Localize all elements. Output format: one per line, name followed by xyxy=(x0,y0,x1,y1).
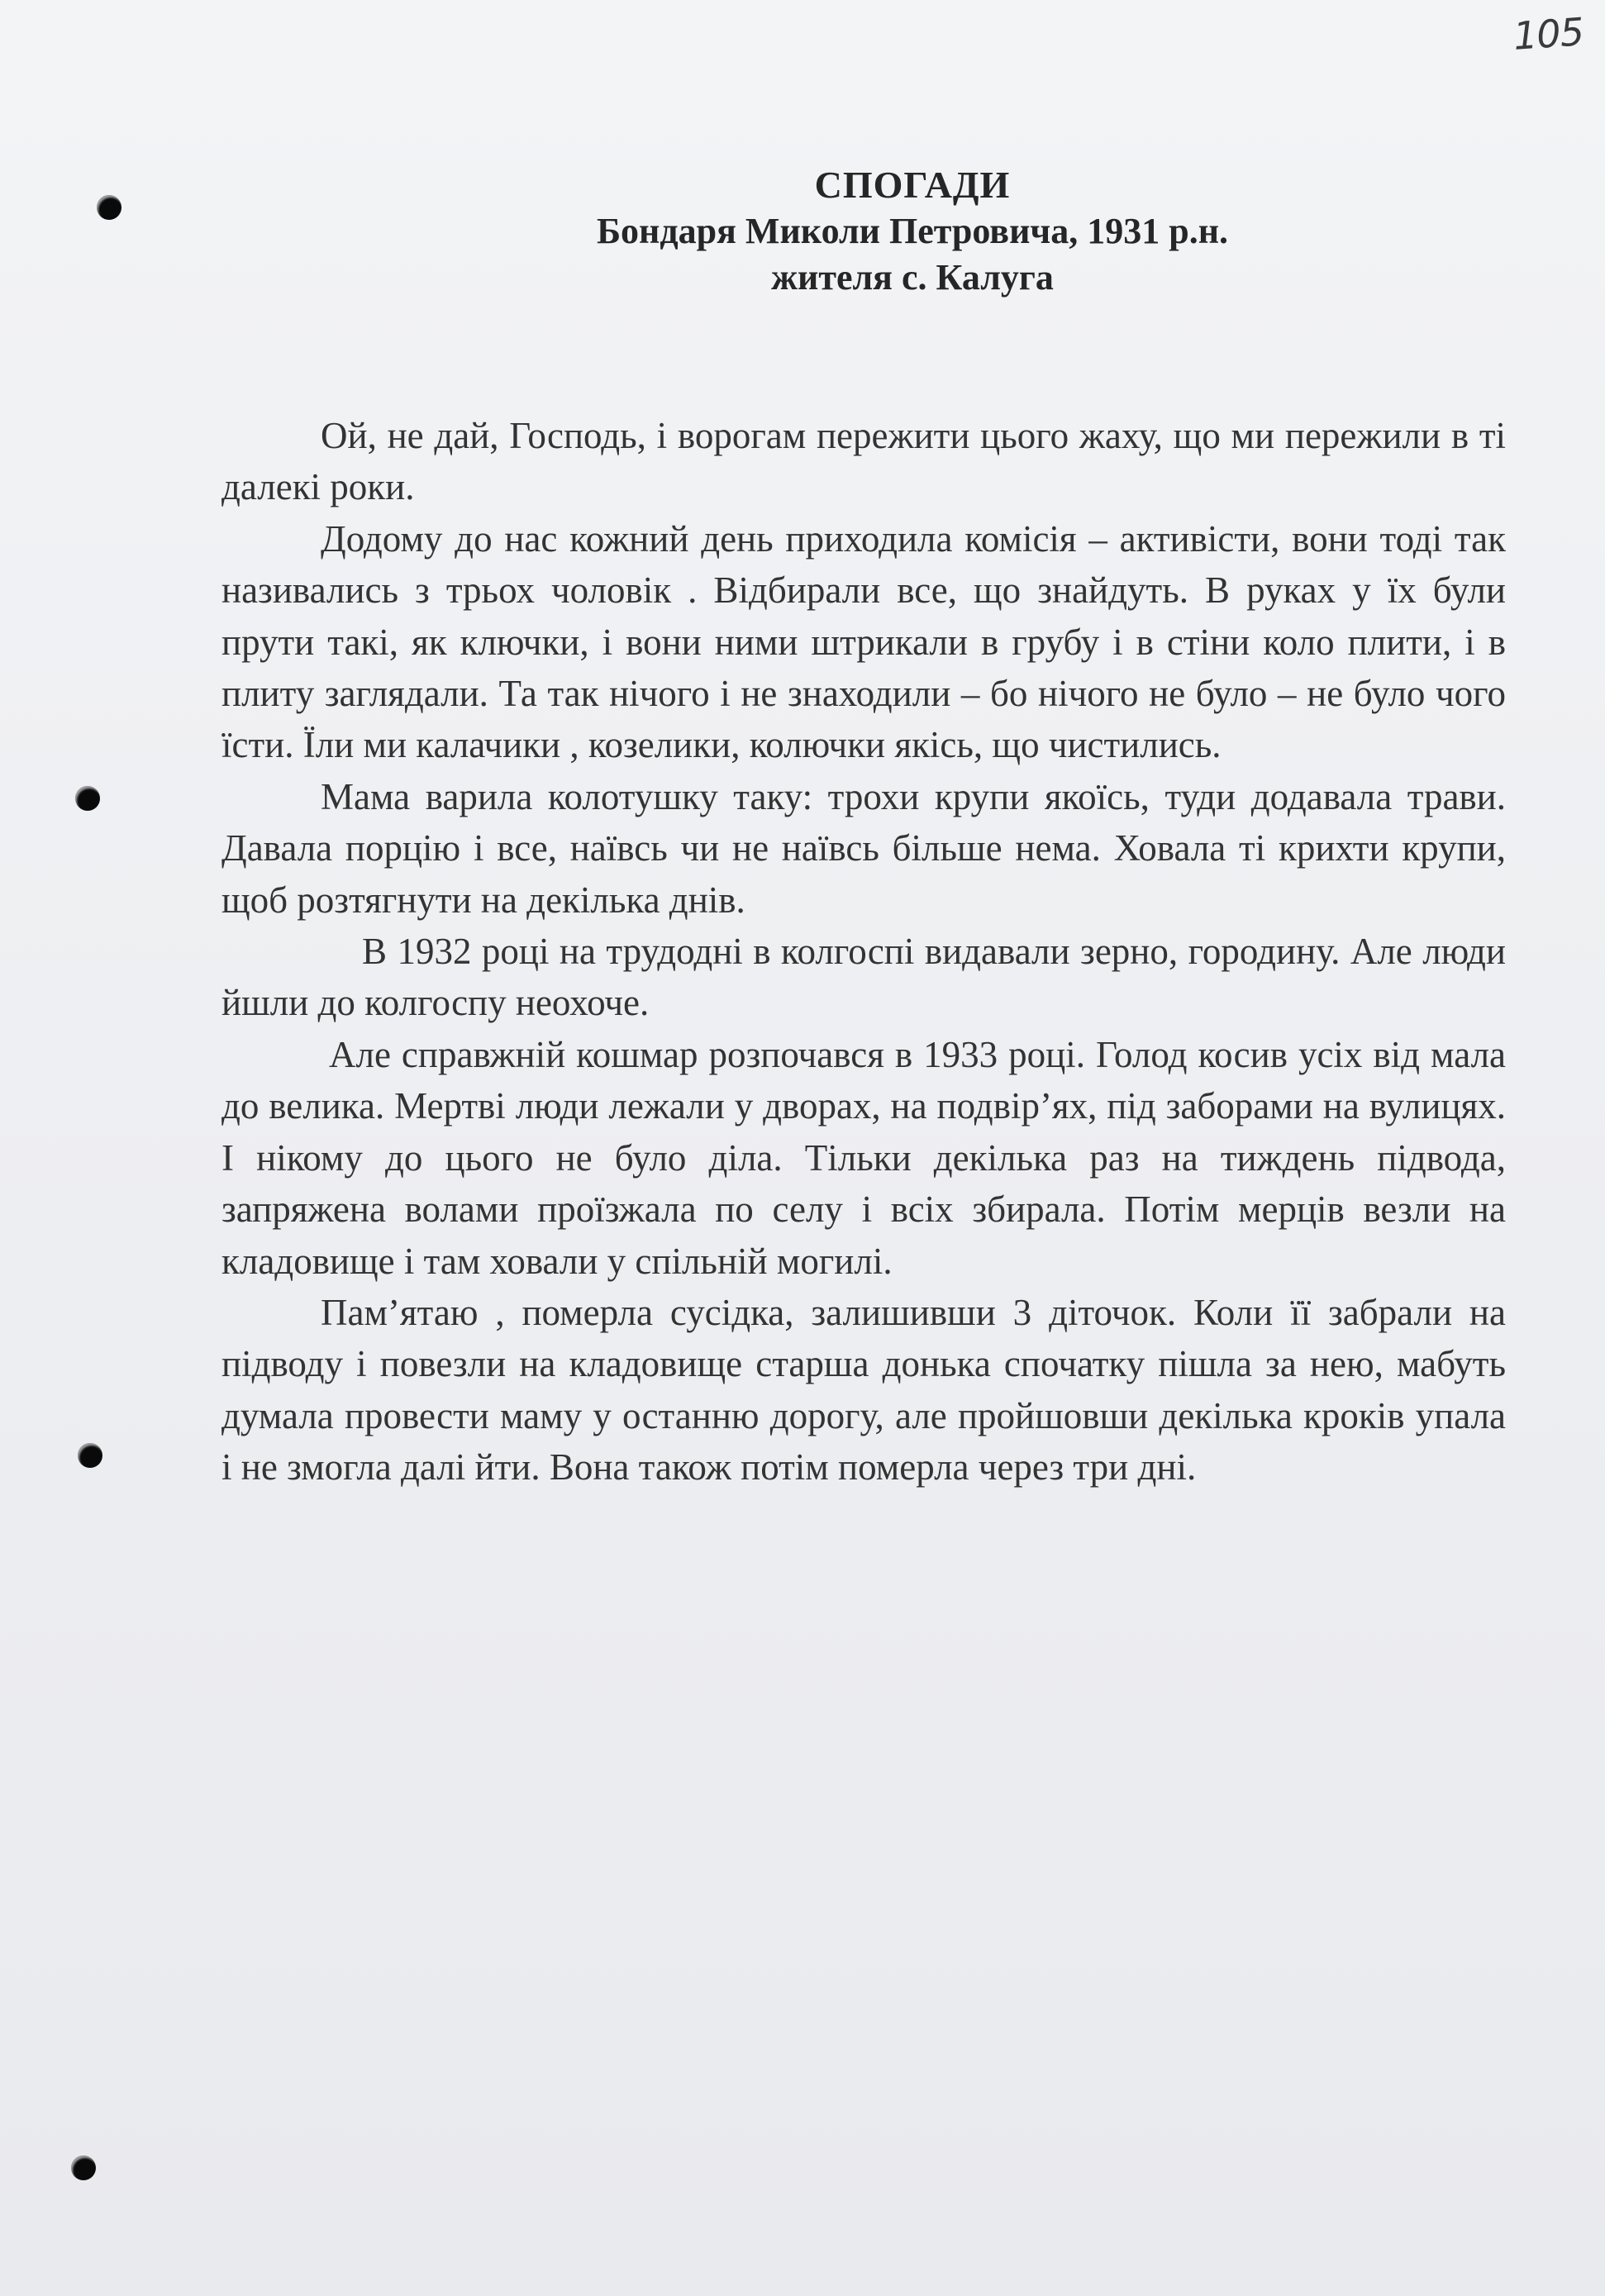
page-number: 105 xyxy=(1512,9,1585,59)
author-line: Бондаря Миколи Петровича, 1931 р.н. xyxy=(596,211,1229,251)
punch-hole xyxy=(71,2155,96,2180)
punch-hole xyxy=(75,786,100,811)
document-title: СПОГАДИ xyxy=(814,164,1011,206)
punch-hole xyxy=(97,195,121,220)
paragraph: Пам’ятаю , померла сусідка, залишивши 3 діточок. Коли її забрали на підводу і повезли на кладовище старша донька спочатку пішла за нею, мабуть думала провести маму у останню дорогу, але пройшовши декілька кроків упала і не змогла далі йти. Вона також потім померла через три дні. xyxy=(221,1291,1506,1489)
document-header xyxy=(413,162,1412,301)
memoir-body xyxy=(221,410,1506,1493)
paragraph: Ой, не дай, Господь, і ворогам пережити цього жаху, що ми пережили в ті далекі роки. xyxy=(221,415,1506,508)
paragraph: Додому до нас кожний день приходила комісія – активісти, вони тоді так називались з трьох чоловік . Відбирали все, що знайдуть. В руках у їх були прути такі, як ключки, і вони ними штрикали в грубу і в стіни коло плити, і в плиту заглядали. Та так нічого і не знаходили – бо нічого не було – не було чого їсти. Їли ми калачики , козелики, колючки якісь, що чистились. xyxy=(221,517,1506,766)
paragraph: Мама варила колотушку таку: трохи крупи якоїсь, туди додавала трави. Давала порцію і все, наївсь чи не наївсь більше нема. Ховала ті крихти крупи, щоб розтягнути на декілька днів. xyxy=(221,775,1506,921)
residence-line: жителя с. Калуга xyxy=(771,257,1054,298)
punch-hole xyxy=(78,1443,102,1468)
paragraph: Але справжній кошмар розпочався в 1933 році. Голод косив усіх від мала до велика. Мертві люди лежали у дворах, на подвір’ях, під заборами на вулицях. І нікому до цього не було діла. Тільки декілька раз на тиждень підвода, запряжена волами проїзжала по селу і всіх збирала. Потім мерців везли на кладовище і там ховали у спільній могилі. xyxy=(221,1033,1506,1282)
paragraph: В 1932 році на трудодні в колгоспі видавали зерно, городину. Але люди йшли до колгоспу неохоче. xyxy=(221,931,1506,1024)
